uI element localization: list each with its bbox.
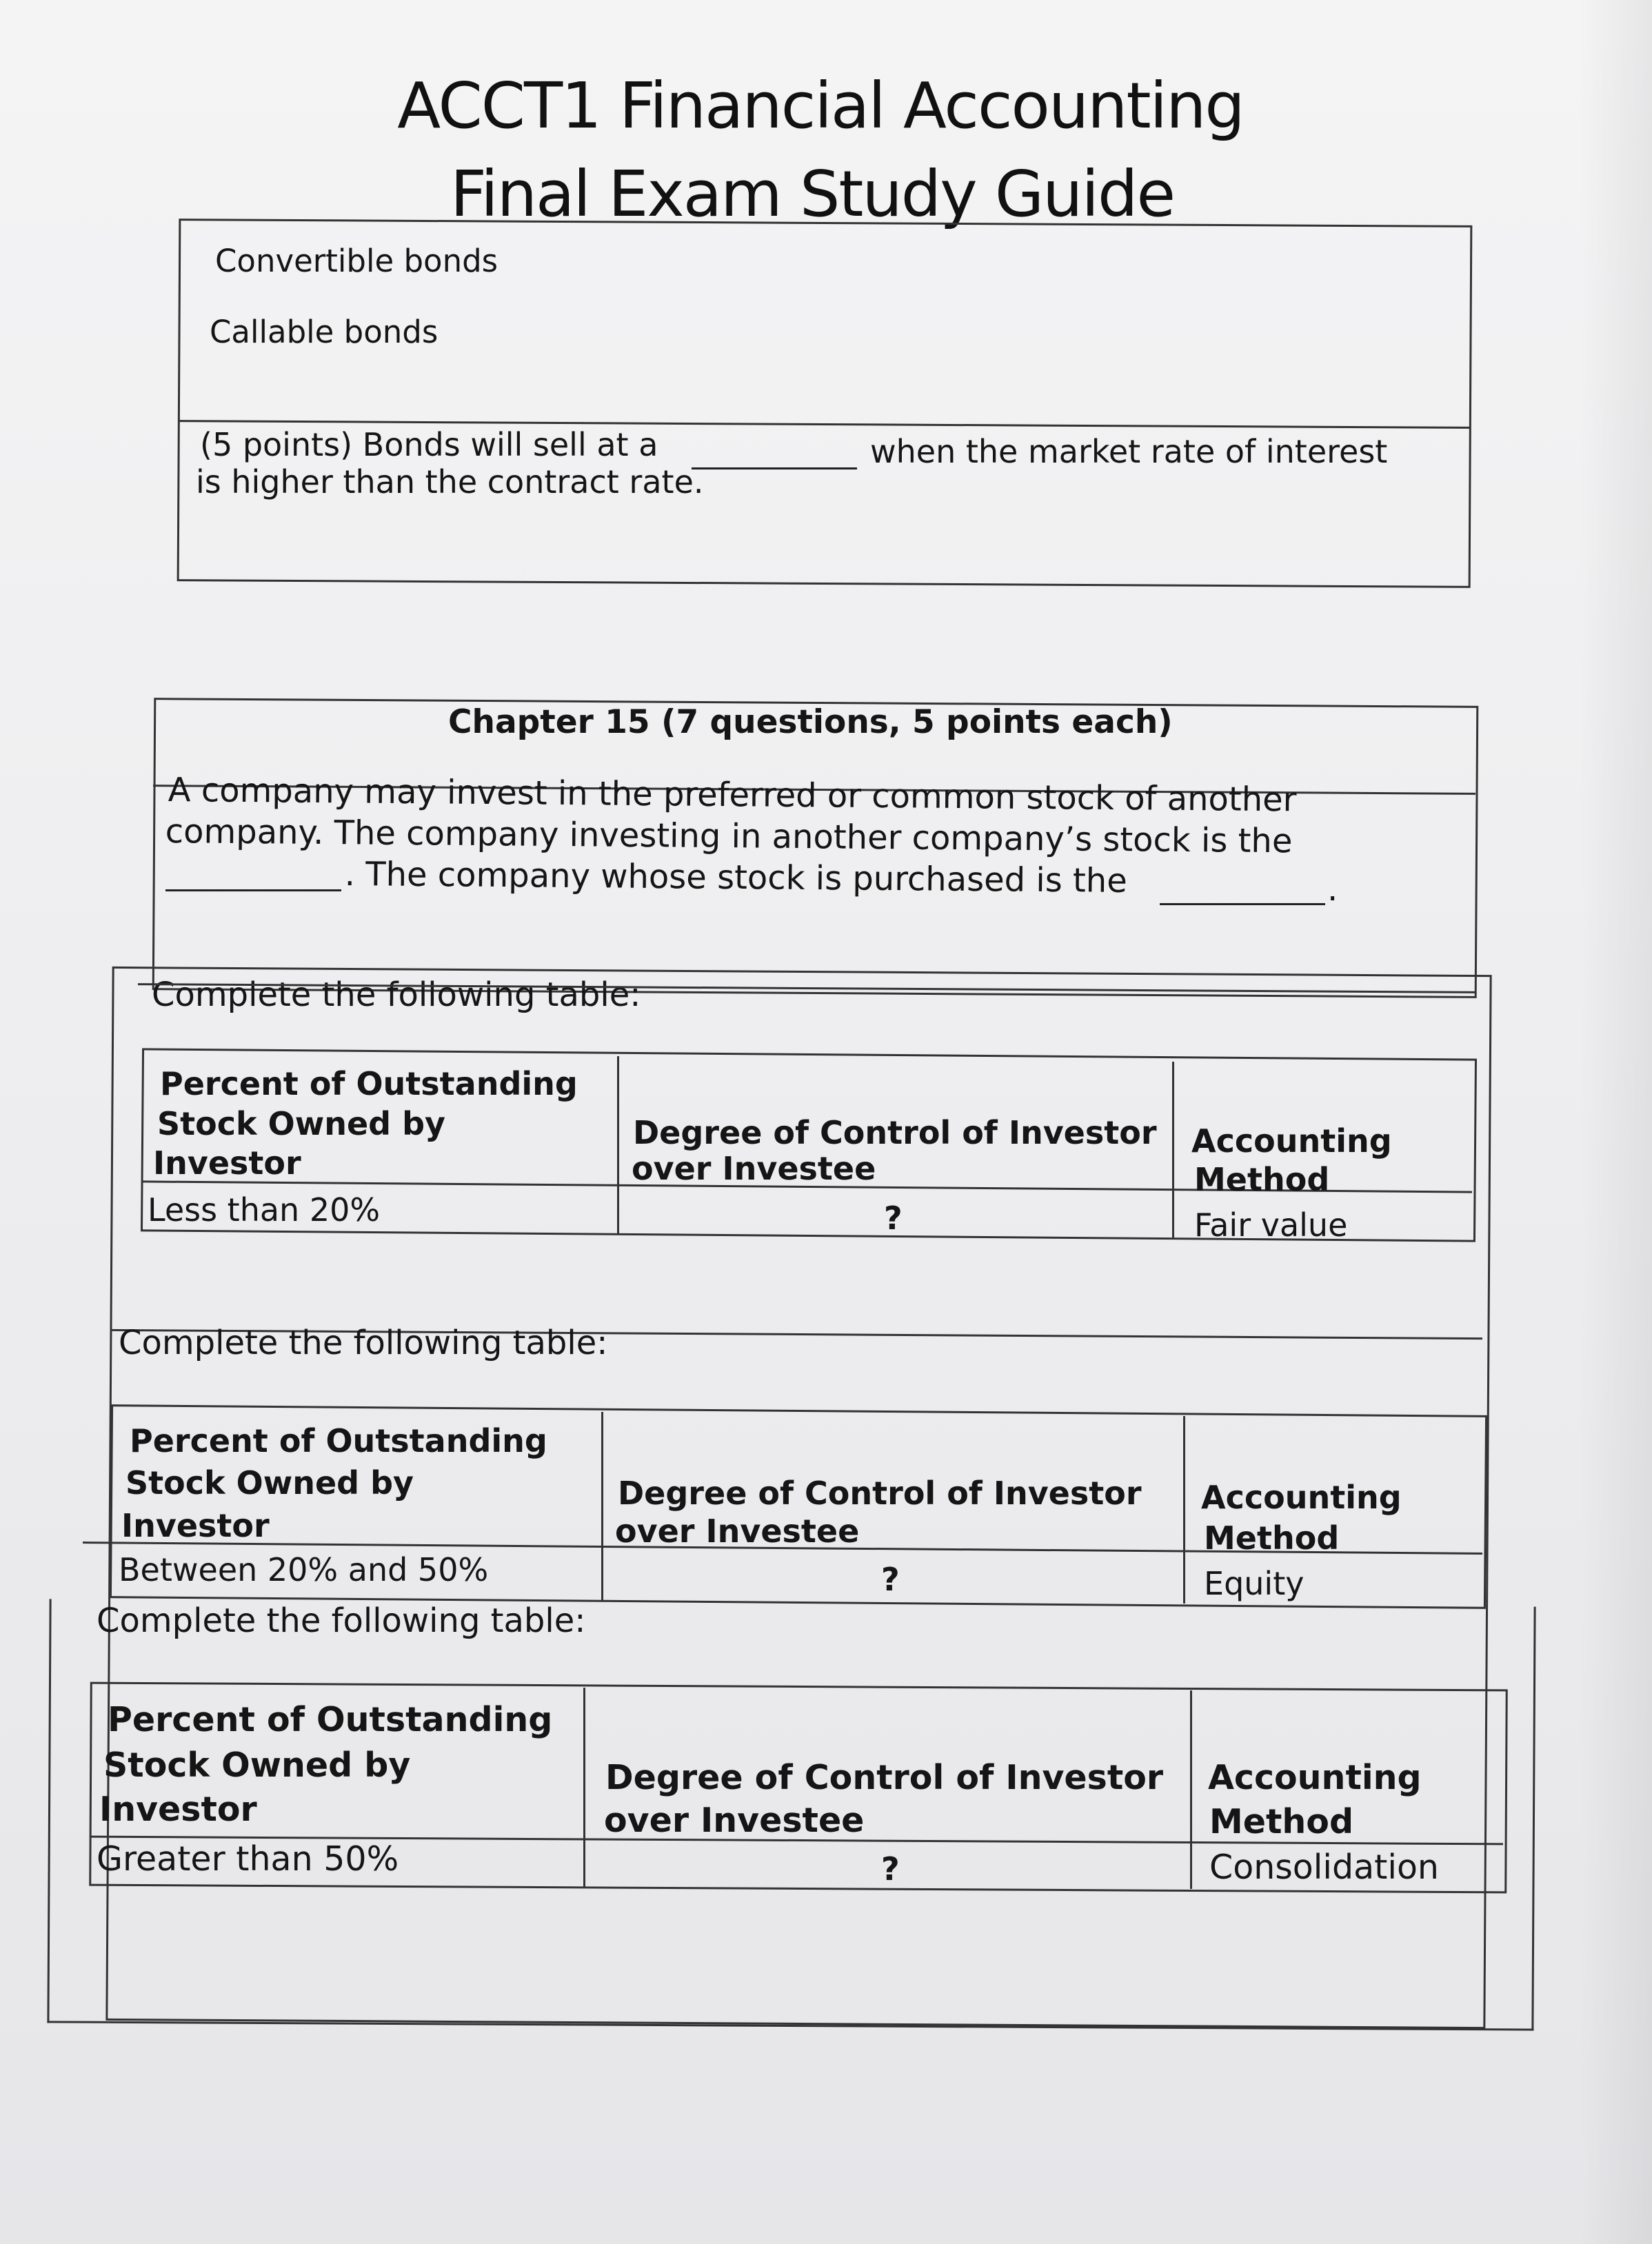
table2-control-cell[interactable]: ? — [881, 1561, 900, 1598]
table3-col2-header-line1: Degree of Control of Investor — [605, 1758, 1164, 1797]
table1-col2-header-line1: Degree of Control of Investor — [633, 1114, 1157, 1151]
table1-method-cell: Fair value — [1194, 1206, 1348, 1244]
table3-col1-header-line3: Investor — [99, 1790, 257, 1829]
table1-col1-header-line2: Stock Owned by — [157, 1105, 445, 1142]
sheet-edge-shadow — [1579, 0, 1652, 2244]
table2-col1-header-line3: Investor — [121, 1507, 270, 1544]
investee-blank[interactable] — [1160, 876, 1325, 905]
table3-col3-header-line2: Method — [1209, 1802, 1354, 1841]
table1-col3-header-line1: Accounting — [1191, 1122, 1392, 1160]
table3-col2-header-line2: over Investee — [604, 1801, 865, 1840]
bond-question-blank[interactable] — [692, 440, 857, 469]
page-title: ACCT1 Financial Accounting — [397, 69, 1244, 143]
table3-method-cell: Consolidation — [1209, 1848, 1439, 1887]
table3-col3-header-line1: Accounting — [1208, 1758, 1422, 1797]
bond-question-part2: when the market rate of interest — [870, 433, 1388, 470]
table1-col-divider-1 — [617, 1056, 619, 1234]
table3-col1-header-line1: Percent of Outstanding — [108, 1700, 553, 1739]
table1-col3-header-line2: Method — [1194, 1161, 1330, 1198]
bond-question-part3: is higher than the contract rate. — [196, 463, 704, 501]
table2-col2-header-line1: Degree of Control of Investor — [618, 1475, 1142, 1512]
page-subtitle: Final Exam Study Guide — [450, 157, 1175, 231]
table2-col1-header-line2: Stock Owned by — [125, 1464, 414, 1502]
table2-col3-header-line2: Method — [1204, 1519, 1340, 1557]
table1-control-cell[interactable]: ? — [884, 1200, 903, 1237]
table2-col-divider-1 — [601, 1412, 603, 1601]
investor-blank[interactable] — [165, 862, 341, 891]
table2-col2-header-line2: over Investee — [615, 1513, 860, 1550]
table1-col1-header-line1: Percent of Outstanding — [160, 1065, 578, 1102]
investment-question-line1: A company may invest in the preferred or common stock of another — [168, 771, 1297, 820]
table2-method-cell: Equity — [1204, 1565, 1305, 1602]
table2-col3-header-line1: Accounting — [1201, 1479, 1402, 1516]
investment-question-line2: company. The company investing in another company’s stock is the — [165, 812, 1293, 861]
callable-bonds-term: Callable bonds — [210, 314, 439, 350]
table2-col-divider-2 — [1183, 1416, 1185, 1604]
table3-control-cell[interactable]: ? — [881, 1850, 900, 1888]
table2-percent-cell: Between 20% and 50% — [119, 1551, 489, 1588]
investment-question-line3: . The company whose stock is purchased is the — [344, 855, 1128, 900]
table1-col1-header-line3: Investor — [153, 1144, 301, 1182]
investment-question-end: . — [1327, 870, 1338, 909]
chapter15-heading: Chapter 15 (7 questions, 5 points each) — [448, 703, 1173, 741]
table1-prompt: Complete the following table: — [152, 976, 641, 1014]
table2-col1-header-line1: Percent of Outstanding — [130, 1422, 547, 1459]
table2-prompt: Complete the following table: — [119, 1324, 608, 1362]
table3-percent-cell: Greater than 50% — [97, 1839, 399, 1879]
bottom-section-box — [47, 1599, 1535, 2030]
table1-col-divider-2 — [1172, 1062, 1174, 1238]
table1-percent-cell: Less than 20% — [148, 1191, 381, 1229]
table3-prompt: Complete the following table: — [97, 1601, 586, 1640]
convertible-bonds-term: Convertible bonds — [215, 243, 498, 279]
table3-col1-header-line2: Stock Owned by — [103, 1746, 411, 1785]
table1-col2-header-line2: over Investee — [632, 1150, 876, 1187]
bond-question-part1: (5 points) Bonds will sell at a — [200, 426, 658, 463]
